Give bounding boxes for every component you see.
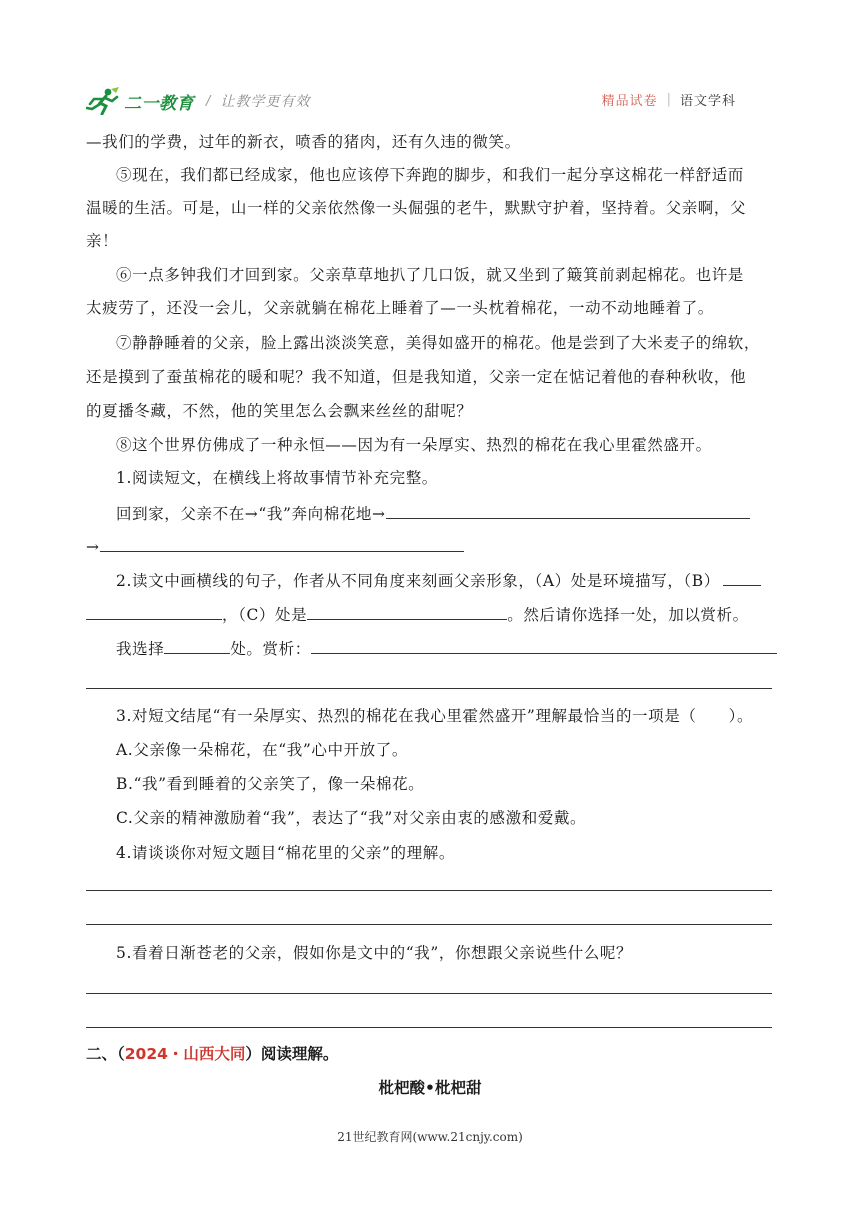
answer-line[interactable] (86, 993, 772, 994)
question-2 (116, 569, 761, 592)
answer-blank-b[interactable] (723, 569, 761, 586)
tag-separator: | (666, 92, 671, 107)
page-footer: 21世纪教育网(www.21cnjy.com) (337, 1130, 523, 1144)
plot-prompt: 回到家，父亲不在→“我”奔向棉花地→ (116, 505, 386, 523)
answer-line[interactable] (86, 890, 772, 891)
answer-line[interactable] (86, 1027, 772, 1028)
option-b[interactable]: B.“我”看到睡着的父亲笑了，像一朵棉花。 (116, 775, 425, 793)
story-title: 枇杷酸•枇杷甜 (378, 1079, 482, 1097)
option-c[interactable]: C.父亲的精神激励着“我”，表达了“我”对父亲由衷的感激和爱戴。 (116, 809, 587, 827)
paragraph-5-end: 亲！ (86, 232, 119, 250)
tag-premium-exam: 精品试卷 (601, 94, 658, 109)
choose-label: 我选择 (116, 640, 165, 658)
header-tags (602, 90, 736, 109)
slogan-separator: / (206, 93, 211, 109)
option-a[interactable]: A.父亲像一朵棉花，在“我”心中开放了。 (116, 741, 408, 759)
paragraph-8: ⑧这个世界仿佛成了一种永恒——因为有一朵厚实、热烈的棉花在我心里霍然盛开。 (116, 436, 712, 454)
question-1-plot-line (116, 502, 750, 525)
answer-blank-b[interactable] (86, 603, 222, 620)
answer-blank[interactable] (311, 637, 777, 654)
choice-blank[interactable] (164, 637, 230, 654)
question-4: 4.请谈谈你对短文题目“棉花里的父亲”的理解。 (116, 844, 455, 862)
paragraph-6: ⑥一点多钟我们才回到家。父亲草草地扒了几口饭，就又坐到了簸箕前剥起棉花。也许是 (116, 266, 744, 284)
arrow: → (86, 538, 100, 556)
section-prefix: 二、（ (86, 1045, 125, 1063)
section-suffix: ）阅读理解。 (245, 1045, 339, 1063)
brand-slogan: 让教学更有效 (220, 94, 311, 110)
brand-name: 二一教育 (124, 93, 194, 114)
answer-blank[interactable] (386, 502, 750, 519)
tag-subject: 语文学科 (679, 94, 736, 109)
section-2-heading (86, 1043, 338, 1065)
passage-line: —我们的学费，过年的新衣，喷香的猪肉，还有久违的微笑。 (86, 133, 521, 151)
answer-line[interactable] (86, 924, 772, 925)
paragraph-5: ⑤现在，我们都已经成家，他也应该停下奔跑的脚步，和我们一起分享这棉花一样舒适而 (116, 166, 744, 184)
question-2-choice (116, 637, 777, 660)
paragraph-7-end: 的夏播冬藏，不然，他的笑里怎么会飘来丝丝的甜呢？ (86, 402, 473, 420)
question-1: 1.阅读短文，在横线上将故事情节补充完整。 (116, 469, 438, 487)
appreciation-label: 处。赏析： (230, 640, 311, 658)
page-header (86, 84, 776, 118)
question-5: 5.看着日渐苍老的父亲，假如你是文中的“我”，你想跟父亲说些什么呢？ (116, 944, 633, 962)
section-source: 2024・山西大同 (124, 1045, 246, 1063)
question-2-cont (86, 603, 749, 626)
question-2-text: 2.读文中画横线的句子，作者从不同角度来刻画父亲形象，（A）处是环境描写，（B） (116, 572, 720, 590)
answer-blank-c[interactable] (307, 603, 507, 620)
paragraph-7-cont: 还是摸到了蚕茧棉花的暖和呢？我不知道，但是我知道，父亲一定在惦记着他的春种秋收，他 (86, 368, 747, 386)
brand-logo (86, 84, 310, 118)
paragraph-5-cont: 温暖的生活。可是，山一样的父亲依然像一头倔强的老牛，默默守护着，坚持着。父亲啊，父 (86, 199, 747, 217)
question-2-c-label: ，（C）处是 (222, 606, 308, 624)
question-2-instruction: 。然后请你选择一处，加以赏析。 (507, 606, 749, 624)
running-person-icon (86, 87, 120, 115)
answer-blank[interactable] (100, 535, 464, 552)
question-3: 3.对短文结尾“有一朵厚实、热烈的棉花在我心里霍然盛开”理解最恰当的一项是（ ）。 (116, 707, 754, 725)
question-1-plot-line-2 (86, 535, 464, 558)
paragraph-6-cont: 太疲劳了，还没一会儿，父亲就躺在棉花上睡着了—一头枕着棉花，一动不动地睡着了。 (86, 299, 714, 317)
answer-line[interactable] (86, 688, 772, 689)
paragraph-7: ⑦静静睡着的父亲，脸上露出淡淡笑意，美得如盛开的棉花。他是尝到了大米麦子的绵软， (116, 334, 761, 352)
